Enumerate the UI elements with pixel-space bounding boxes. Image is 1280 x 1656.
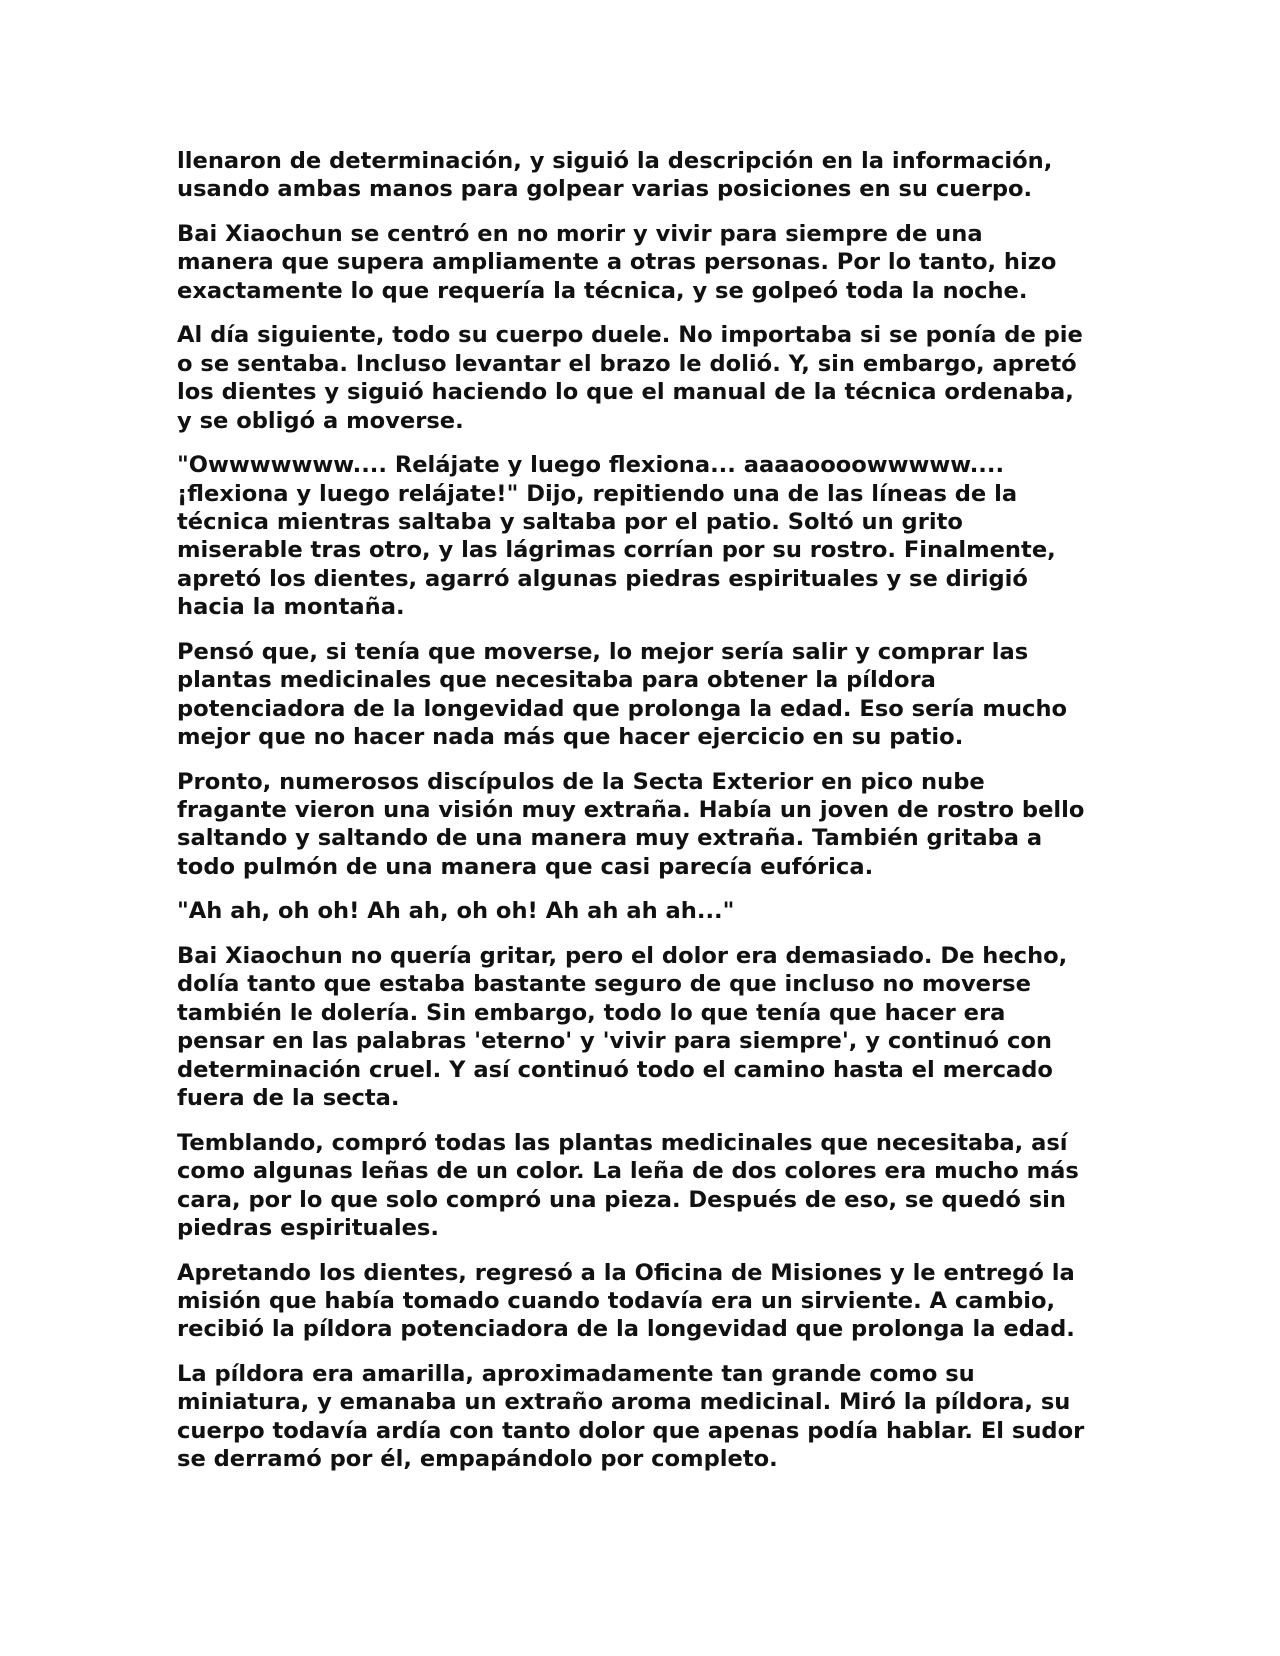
text-line: usando ambas manos para golpear varias posiciones en su cuerpo. [177, 176, 1033, 203]
text-line: Apretando los dientes, regresó a la Oficina de Misiones y le entregó la [177, 1259, 1075, 1286]
document-body [177, 147, 1117, 1490]
text-line: o se sentaba. Incluso levantar el brazo le dolió. Y, sin embargo, apretó [177, 350, 1077, 377]
paragraph [177, 768, 1117, 882]
text-line: llenaron de determinación, y siguió la descripción en la información, [177, 148, 1053, 174]
text-line: técnica mientras saltaba y saltaba por el patio. Soltó un grito [177, 509, 963, 536]
text-line: fragante vieron una visión muy extraña. Había un joven de rostro bello [177, 797, 1085, 824]
paragraph [177, 220, 1117, 305]
text-line: fuera de la secta. [177, 1085, 400, 1112]
text-line: se derramó por él, empapándolo por completo. [177, 1446, 778, 1473]
text-line: Temblando, compró todas las plantas medicinales que necesitaba, así [177, 1129, 1068, 1156]
text-line: manera que supera ampliamente a otras personas. Por lo tanto, hizo [177, 249, 1057, 276]
paragraph [177, 1129, 1117, 1243]
text-line: plantas medicinales que necesitaba para obtener la píldora [177, 667, 936, 694]
text-line: "Ah ah, oh oh! Ah ah, oh oh! Ah ah ah ah..." [177, 898, 735, 925]
text-line: miniatura, y emanaba un extraño aroma medicinal. Miró la píldora, su [177, 1389, 1071, 1416]
paragraph [177, 942, 1117, 1112]
text-line: ¡flexiona y luego relájate!" Dijo, repitiendo una de las líneas de la [177, 480, 1018, 507]
text-line: también le dolería. Sin embargo, todo lo que tenía que hacer era [177, 999, 1006, 1026]
paragraph [177, 1360, 1117, 1474]
text-line: hacia la montaña. [177, 594, 405, 621]
text-line: piedras espirituales. [177, 1214, 439, 1241]
text-line: pensar en las palabras 'eterno' y 'vivir para siempre', y continuó con [177, 1028, 1052, 1055]
text-line: Bai Xiaochun se centró en no morir y vivir para siempre de una [177, 221, 983, 247]
text-line: Pronto, numerosos discípulos de la Secta Exterior en pico nube [177, 768, 985, 795]
text-line: Bai Xiaochun no quería gritar, pero el dolor era demasiado. De hecho, [177, 943, 1068, 970]
paragraph [177, 638, 1117, 752]
text-line: recibió la píldora potenciadora de la longevidad que prolonga la edad. [177, 1316, 1075, 1343]
text-line: La píldora era amarilla, aproximadamente tan grande como su [177, 1360, 975, 1387]
text-line: apretó los dientes, agarró algunas piedras espirituales y se dirigió [177, 565, 1028, 592]
text-line: saltando y saltando de una manera muy extraña. También gritaba a [177, 825, 1043, 852]
text-line: Pensó que, si tenía que moverse, lo mejor sería salir y comprar las [177, 638, 1029, 665]
text-line: mejor que no hacer nada más que hacer ejercicio en su patio. [177, 724, 964, 751]
text-line: todo pulmón de una manera que casi parecía eufórica. [177, 853, 874, 880]
text-line: Al día siguiente, todo su cuerpo duele. No importaba si se ponía de pie [177, 322, 1083, 349]
text-line: dolía tanto que estaba bastante seguro de que incluso no moverse [177, 971, 1031, 998]
text-line: potenciadora de la longevidad que prolonga la edad. Eso sería mucho [177, 695, 1068, 722]
text-line: "Owwwwwww.... Relájate y luego flexiona... aaaaoooowwwww.... [177, 452, 1005, 479]
text-line: cuerpo todavía ardía con tanto dolor que apenas podía hablar. El sudor [177, 1417, 1085, 1444]
paragraph [177, 321, 1117, 435]
text-line: miserable tras otro, y las lágrimas corrían por su rostro. Finalmente, [177, 537, 1056, 564]
text-line: como algunas leñas de un color. La leña de dos colores era mucho más [177, 1158, 1079, 1185]
paragraph [177, 897, 1117, 925]
paragraph [177, 147, 1117, 204]
text-line: exactamente lo que requería la técnica, y se golpeó toda la noche. [177, 277, 1028, 304]
text-line: cara, por lo que solo compró una pieza. Después de eso, se quedó sin [177, 1186, 1066, 1213]
text-line: y se obligó a moverse. [177, 407, 464, 434]
paragraph [177, 451, 1117, 621]
text-line: los dientes y siguió haciendo lo que el manual de la técnica ordenaba, [177, 379, 1074, 406]
text-line: determinación cruel. Y así continuó todo el camino hasta el mercado [177, 1056, 1053, 1083]
paragraph [177, 1259, 1117, 1344]
text-line: misión que había tomado cuando todavía era un sirviente. A cambio, [177, 1287, 1056, 1314]
